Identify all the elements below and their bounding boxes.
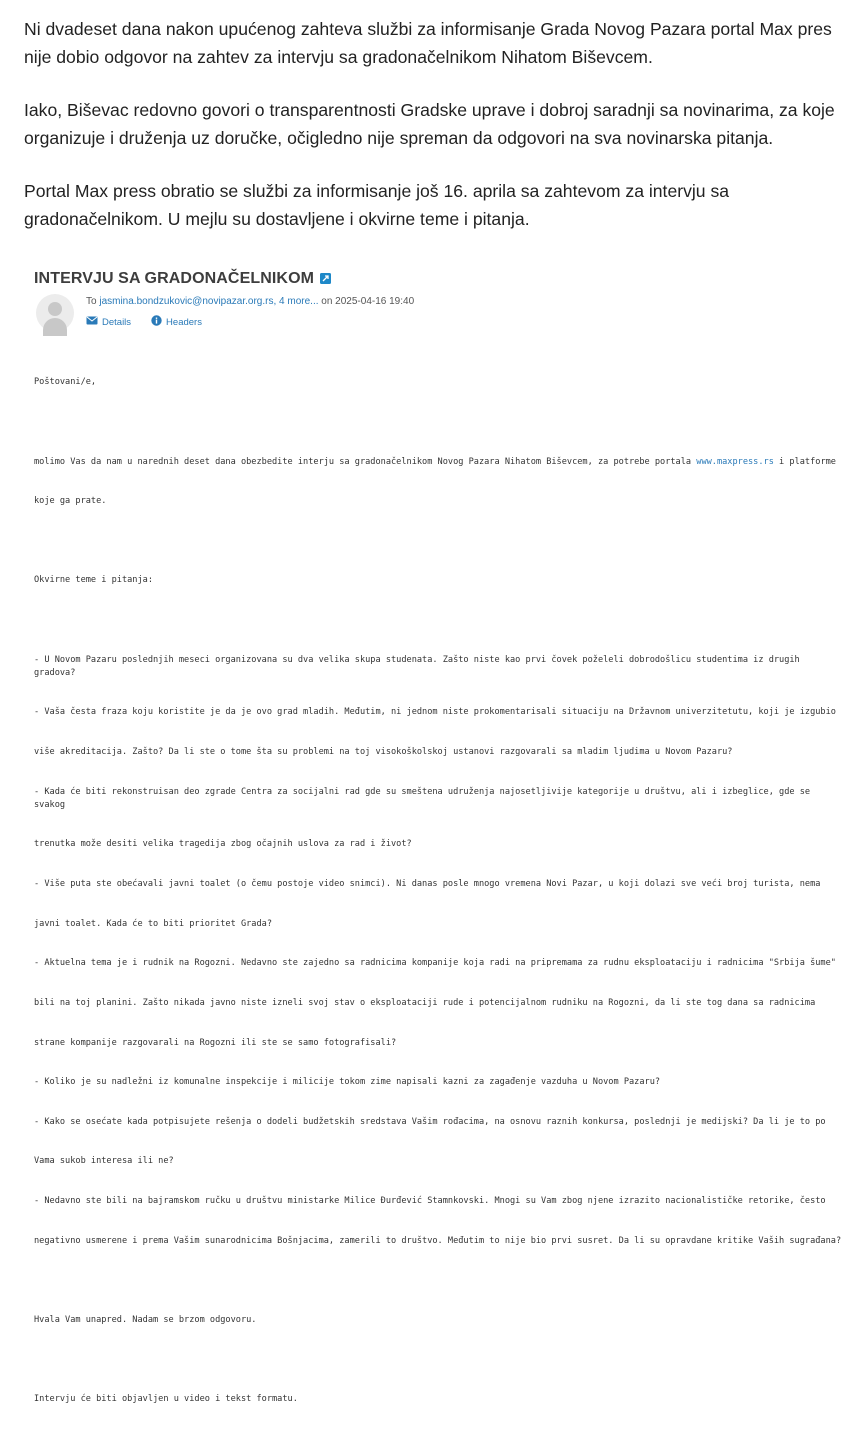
info-icon [151,315,162,329]
question-line: strane kompanije razgovarali na Rogozni ili ste se samo fotografisali? [34,1037,397,1048]
details-link[interactable]: Details [102,316,132,328]
topics-heading: Okvirne teme i pitanja: [34,575,153,586]
question-line: negativno usmerene i prema Vašim sunarodnicima Bošnjacima, zamerili to društvo. Međutim to nije bio prvi susret. Da li su opravdane kritike Vaših sugrađana? [34,1235,842,1246]
external-link-icon[interactable] [320,273,331,284]
email-closing: Intervju će biti objavljen u video i tekst formatu. [34,1393,298,1404]
recipient-link[interactable]: jasmina.bondzukovic@novipazar.org.rs [99,296,274,307]
question-line: više akreditacija. Zašto? Da li ste o tome šta su problemi na toj visokoškolskoj ustanovi razgovarali sa mladim ljudima u Novom Pazaru? [34,747,733,758]
email-request-line-2: koje ga prate. [34,496,107,507]
question-line: - Više puta ste obećavali javni toalet (o čemu postoje video snimci). Ni danas posle mnogo vremena Novi Pazar, u koji dolazi sve veći broj turista, nema [34,879,821,890]
email-date: on 2025-04-16 19:40 [321,296,415,307]
article-paragraph: Iako, Biševac redovno govori o transparentnosti Gradske uprave i dobroj saradnji sa novinarima, za koje organizuje i druženja uz doručke, očigledno nije spreman da odgovori na sva novinarska pitanja. [24,100,835,148]
email-thanks: Hvala Vam unapred. Nadam se brzom odgovoru. [34,1314,257,1325]
question-line: javni toalet. Kada će to biti prioritet Grada? [34,918,272,929]
maxpress-link[interactable]: www.maxpress.rs [696,456,774,467]
email-screenshot [24,258,852,1404]
email-recipients [86,296,414,307]
question-line: Vama sukob interesa ili ne? [34,1156,174,1167]
more-recipients-link[interactable]: , 4 more... [273,296,319,307]
to-label: To [86,296,97,307]
email-body [34,350,846,1433]
question-line: - Kako se osećate kada potpisujete rešenja o dodeli budžetskih sredstava Vašim rođacima, na osnovu raznih konkursa, poslednji je medijski? Da li je to po [34,1116,826,1127]
question-line: - Kada će biti rekonstruisan deo zgrade Centra za socijalni rad gde su smeštena udruženja najosetljivije kategorije u društvu, ali i izbeglice, gde se svakog [34,786,816,810]
email-subject-row [34,270,331,288]
question-line: bili na toj planini. Zašto nikada javno niste izneli svoj stav o eksploataciji rude i potencijalnom rudniku na Rogozni, da li ste tog dana sa radnicima [34,997,816,1008]
article-paragraph: Portal Max press obratio se službi za informisanje još 16. aprila sa zahtevom za intervju sa gradonačelnikom. U mejlu su dostavljene i okvirne teme i pitanja. [24,181,730,229]
email-subject: INTERVJU SA GRADONAČELNIKOM [34,270,315,287]
email-actions [86,315,202,329]
question-line: - U Novom Pazaru poslednjih meseci organizovana su dva velika skupa studenata. Zašto niste kao prvi čovek poželeli dobrodošlicu studentima iz drugih gradova? [34,654,805,678]
question-line: - Vaša česta fraza koju koristite je da je ovo grad mladih. Međutim, ni jednom niste prokomentarisali situaciju na Državnom univerzitetutu, koji je izgubio [34,707,836,718]
email-request-line: molimo Vas da nam u narednih deset dana obezbedite interju sa gradonačelnikom Novog Pazara Nihatom Biševcem, za potrebe portala www.maxpress.rs i platforme [34,456,836,467]
question-line: trenutka može desiti velika tragedija zbog očajnih uslova za rad i život? [34,839,412,850]
avatar [36,294,74,332]
question-line: - Nedavno ste bili na bajramskom ručku u društvu ministarke Milice Đurđević Stamnkovski. Mnogi su Vam zbog njene izrazito nacionalističke retorike, često [34,1195,826,1206]
question-line: - Koliko je su nadležni iz komunalne inspekcije i milicije tokom zime napisali kazni za zagađenje vazduha u Novom Pazaru? [34,1077,661,1088]
question-line: - Aktuelna tema je i rudnik na Rogozni. Nedavno ste zajedno sa radnicima kompanije koja radi na pripremama za rudnu eksploataciju i radnicima "Srbija šume" [34,958,836,969]
email-greeting: Poštovani/e, [34,377,97,388]
headers-link[interactable]: Headers [166,316,202,328]
article-body [24,16,844,259]
article-paragraph: Ni dvadeset dana nakon upućenog zahteva službi za informisanje Grada Novog Pazara portal Max pres nije dobio odgovor na zahtev za intervju sa gradonačelnikom Nihatom Biševcem. [24,19,832,67]
envelope-icon [86,316,98,328]
